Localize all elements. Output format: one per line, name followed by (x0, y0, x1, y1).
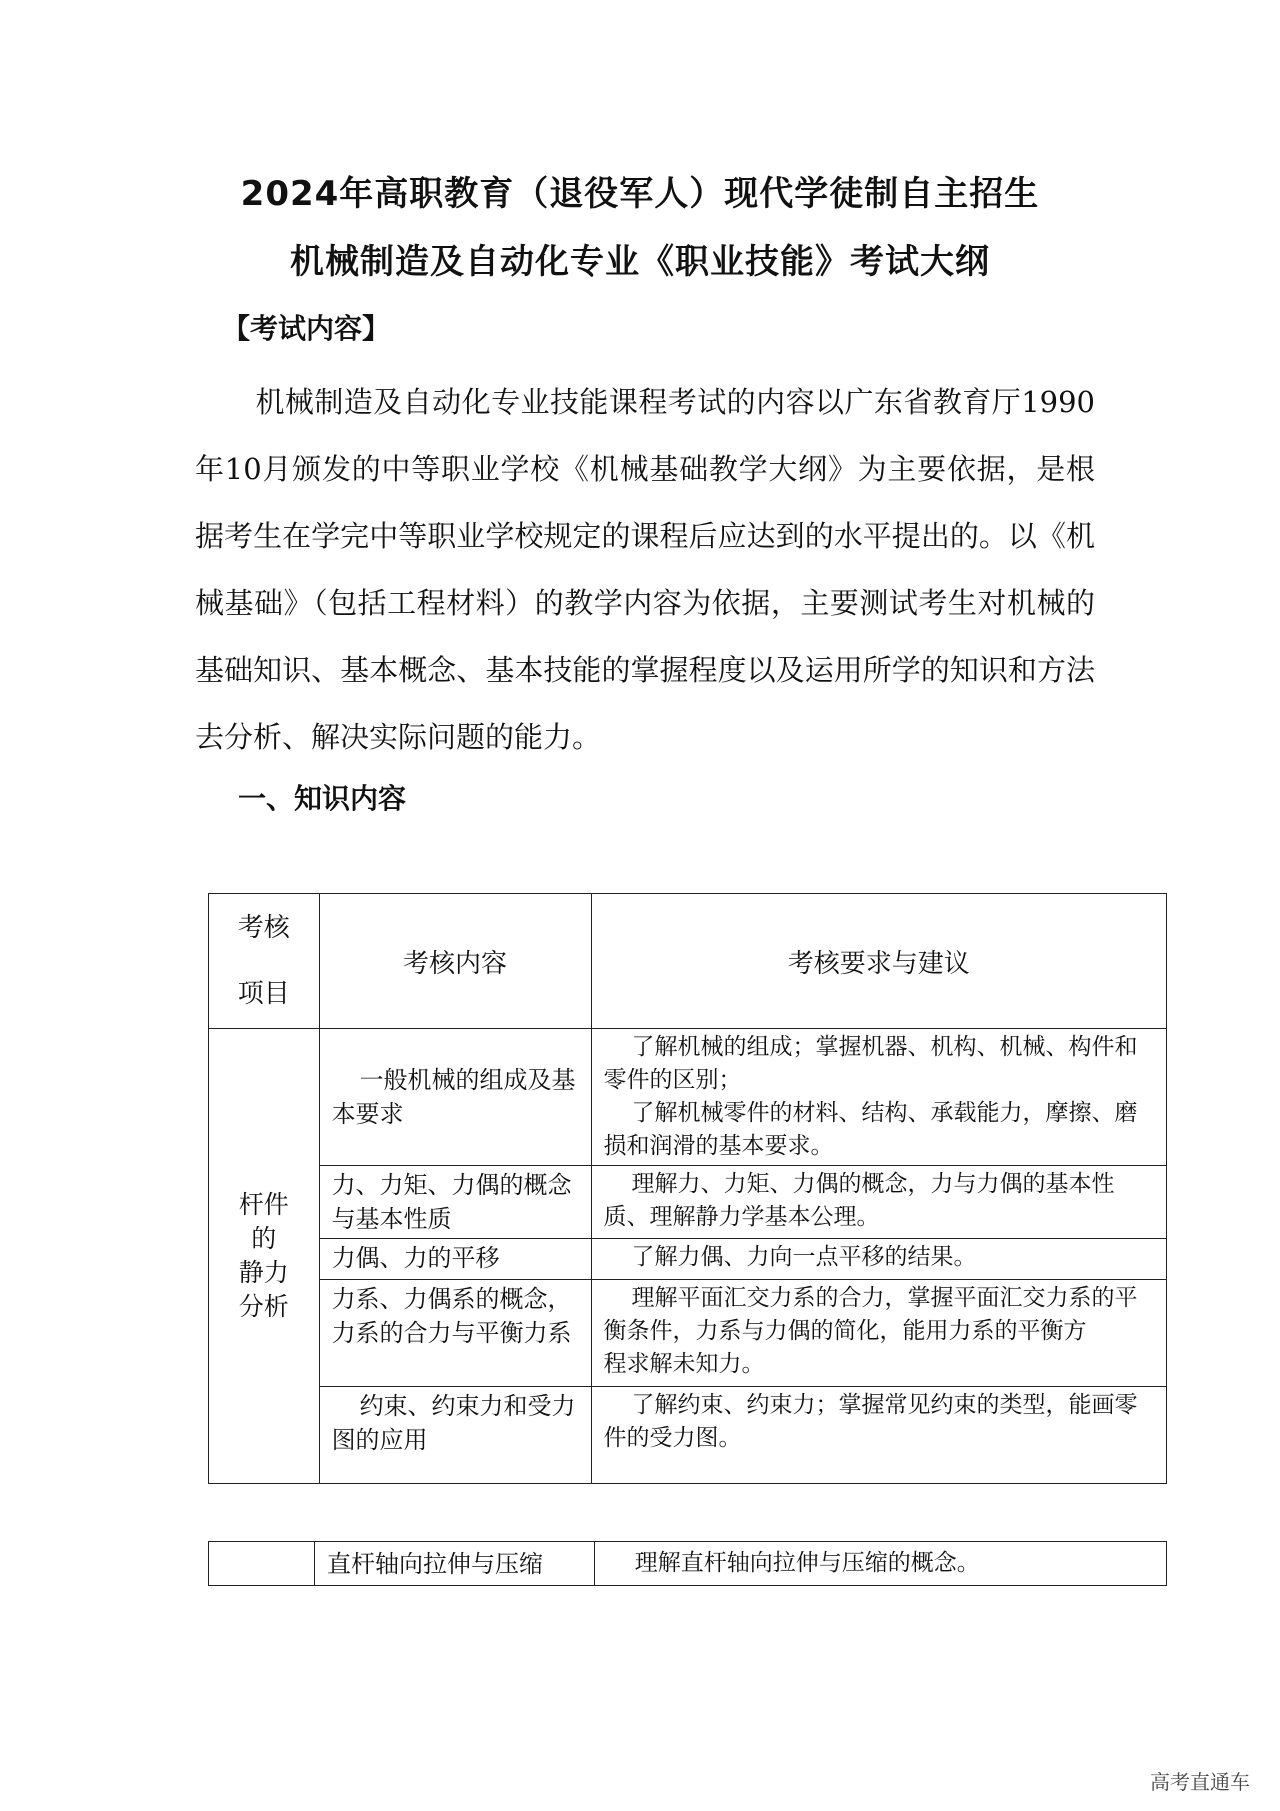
header-requirements: 考核要求与建议 (591, 894, 1166, 1029)
footer-watermark: 高考直通车 (1150, 1770, 1250, 1794)
requirement-text: 理解直杆轴向拉伸与压缩的概念。 (634, 1550, 980, 1576)
table-header-row (209, 894, 1167, 1029)
requirement-cell (591, 1029, 1166, 1166)
intro-paragraph (195, 369, 1095, 771)
content-text: 一般机械的组成及基本要求 (331, 1066, 576, 1128)
table-row (209, 1387, 1167, 1484)
content-cell (319, 1239, 591, 1280)
content-text: 直杆轴向拉伸与压缩 (327, 1549, 544, 1578)
table-row (209, 1166, 1167, 1239)
content-cell (319, 1166, 591, 1239)
category-line4: 分析 (238, 1292, 289, 1321)
content-text: 力、力矩、力偶的概念与基本性质 (331, 1171, 572, 1233)
content-text: 力偶、力的平移 (331, 1244, 500, 1272)
continuation-table (208, 1541, 1167, 1586)
exam-content-table (208, 893, 1167, 1484)
header-item (209, 894, 320, 1029)
content-text: 力系、力偶系的概念，力系的合力与平衡力系 (331, 1285, 572, 1347)
header-item-line1: 考核 (237, 913, 290, 943)
knowledge-subheading: 一、知识内容 (238, 782, 407, 815)
category-line2: 的 (251, 1224, 277, 1253)
content-cell (319, 1280, 591, 1387)
empty-category-cell (209, 1542, 315, 1586)
requirement-cell (591, 1239, 1166, 1280)
requirement-text: 了解力偶、力向一点平移的结果。 (631, 1244, 977, 1270)
table-row (209, 1029, 1167, 1166)
table-row (209, 1280, 1167, 1387)
requirement-cell (591, 1280, 1166, 1387)
requirement-cell (594, 1542, 1166, 1586)
requirement-cell (591, 1166, 1166, 1239)
document-title-line2: 机械制造及自动化专业《职业技能》考试大纲 (290, 242, 990, 282)
content-cell (315, 1542, 595, 1586)
intro-text: 机械制造及自动化专业技能课程考试的内容以广东省教育厅1990年10月颁发的中等职业学校《机械基础教学大纲》为主要依据，是根据考生在学完中等职业学校规定的课程后应达到的水平提出的。以《机械基础》（包括工程材料）的教学内容为依据，主要测试考生对机械的基础知识、基本概念、基本技能的掌握程度以及运用所学的知识和方法去分析、解决实际问题的能力。 (195, 385, 1095, 754)
table-row (209, 1542, 1167, 1586)
category-cell (209, 1029, 320, 1484)
requirement-text: 了解机械零件的材料、结构、承载能力，摩擦、磨损和润滑的基本要求。 (603, 1100, 1138, 1159)
content-text: 约束、约束力和受力图的应用 (331, 1392, 576, 1454)
requirement-text: 程求解未知力。 (603, 1351, 765, 1377)
section-heading: 【考试内容】 (222, 312, 391, 345)
header-content: 考核内容 (319, 894, 591, 1029)
header-item-line2: 项目 (237, 979, 290, 1009)
category-line1: 杆件 (238, 1190, 289, 1219)
requirement-text: 了解机械的组成；掌握机器、机构、机械、构件和零件的区别； (603, 1034, 1138, 1093)
document-title-line1: 2024年高职教育（退役军人）现代学徒制自主招生 (240, 174, 1040, 214)
requirement-cell (591, 1387, 1166, 1484)
table-row (209, 1239, 1167, 1280)
content-cell (319, 1387, 591, 1484)
requirement-text: 理解平面汇交力系的合力，掌握平面汇交力系的平衡条件，力系与力偶的简化，能用力系的平衡方 (603, 1285, 1138, 1344)
content-cell (319, 1029, 591, 1166)
category-line3: 静力 (238, 1258, 289, 1287)
requirement-text: 了解约束、约束力；掌握常见约束的类型，能画零件的受力图。 (603, 1392, 1138, 1451)
requirement-text: 理解力、力矩、力偶的概念，力与力偶的基本性质、理解静力学基本公理。 (603, 1171, 1115, 1230)
